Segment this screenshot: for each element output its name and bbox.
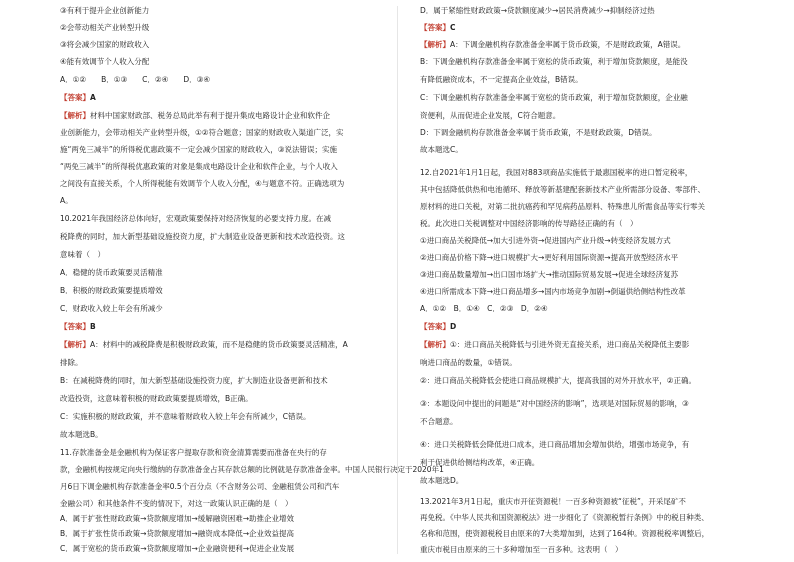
text-line bbox=[60, 412, 310, 421]
text-line bbox=[420, 417, 458, 426]
line-text: 意味着（ ） bbox=[60, 250, 105, 259]
section-tag: 【解析】 bbox=[420, 340, 450, 349]
line-text: B．积极的财政政策要提质增效 bbox=[60, 286, 163, 295]
answer-letter: D bbox=[450, 322, 457, 331]
line-text: 利于促进供给侧结构改革，④正确。 bbox=[420, 458, 540, 467]
line-text: A．①② B．①④ C．②③ D．②④ bbox=[420, 304, 548, 313]
line-text: A．①② B．①③ C．②④ D．③④ bbox=[60, 75, 211, 84]
text-line bbox=[420, 458, 539, 467]
text-line bbox=[420, 358, 517, 367]
answer-letter: C bbox=[450, 23, 456, 32]
line-text: ②会带动相关产业转型升级 bbox=[60, 23, 150, 32]
text-line bbox=[420, 128, 657, 137]
line-text: 材料中国家财政部、税务总局此举有利于提升集成电路设计企业和软件企 bbox=[90, 111, 330, 120]
text-line bbox=[60, 145, 337, 154]
line-text: 资便利，从而促进企业发展，C符合题意。 bbox=[420, 111, 561, 120]
line-text: 故本题选D。 bbox=[420, 476, 464, 485]
text-line bbox=[420, 270, 678, 279]
text-line bbox=[420, 111, 560, 120]
answer-letter: A bbox=[90, 93, 96, 102]
text-line bbox=[420, 497, 686, 506]
text-line bbox=[60, 111, 330, 120]
text-line bbox=[420, 6, 655, 15]
line-text: 款，金融机构按规定向央行缴纳的存款准备金占其存款总额的比例就是存款准备金率。中国人民银行决定于2020年1 bbox=[60, 465, 444, 474]
line-text: 原材料的进口关税，对第二批抗癌药和罕见病药品原料、特殊患儿所需食品等实行零关 bbox=[420, 202, 705, 211]
line-text: 有降低融资成本，不一定提高企业效益，B错误。 bbox=[420, 75, 583, 84]
line-text: 故本题选B。 bbox=[60, 430, 103, 439]
line-text: 改造投资，这意味着积极的财政政策要提质增效，B正确。 bbox=[60, 394, 253, 403]
text-line bbox=[420, 202, 705, 211]
text-line bbox=[420, 185, 705, 194]
section-tag: 【答案】 bbox=[60, 322, 90, 331]
text-line bbox=[60, 544, 294, 553]
text-line bbox=[420, 23, 456, 32]
line-text: C：实施积极的财政政策，并不意味着财政收入较上年会有所减少，C错误。 bbox=[60, 412, 311, 421]
text-line bbox=[420, 304, 548, 313]
line-text: 12.自2021年1月1日起，我国对883项商品实施低于最惠国税率的进口暂定税率， bbox=[420, 168, 693, 177]
text-line bbox=[420, 399, 689, 408]
section-tag: 【解析】 bbox=[420, 40, 450, 49]
line-text: 税。此次进口关税调整对中国经济影响的传导路径正确的有（ ） bbox=[420, 219, 638, 228]
text-line bbox=[420, 529, 709, 538]
line-text: B：在减税降费的同时，加大新型基础设施投资力度，扩大制造业设备更新和技术 bbox=[60, 376, 328, 385]
line-text: C．财政收入较上年会有所减少 bbox=[60, 304, 163, 313]
line-text: ④能有效调节个人收入分配 bbox=[60, 57, 150, 66]
text-line bbox=[60, 179, 344, 188]
text-line bbox=[420, 145, 463, 154]
line-text: A。 bbox=[60, 196, 73, 205]
text-line bbox=[60, 268, 163, 277]
answer-letter: B bbox=[90, 322, 96, 331]
text-line bbox=[60, 75, 210, 84]
line-text: ①：进口商品关税降低与引进外资无直接关系，进口商品关税降低主要影 bbox=[450, 340, 690, 349]
line-text: 名称和范围，使资源税税目由原来的7大类增加到，达到了164种。资源税税率调整后， bbox=[420, 529, 710, 538]
line-text: ③：本题设问中提出的问题是“对中国经济的影响”，选项是对国际贸易的影响，③ bbox=[420, 399, 689, 408]
section-tag: 【答案】 bbox=[60, 93, 90, 102]
section-tag: 【答案】 bbox=[420, 23, 450, 32]
line-text: 排除。 bbox=[60, 358, 83, 367]
line-text: 重庆市税目由原来的三十多种增加至一百多种。这表明（ ） bbox=[420, 545, 623, 554]
text-line bbox=[60, 93, 96, 102]
text-line bbox=[60, 322, 96, 331]
line-text: D．属于紧缩性财政政策→贷款额度减少→居民消费减少→抑制经济过热 bbox=[420, 6, 655, 15]
text-line bbox=[420, 57, 688, 66]
text-line bbox=[60, 465, 444, 474]
text-line bbox=[60, 499, 293, 508]
section-tag: 【解析】 bbox=[60, 111, 90, 120]
text-line bbox=[420, 75, 583, 84]
line-text: 13.2021年3月1日起，重庆市开征资源税！一百多种资源被“征税”，开采尾矿不 bbox=[420, 497, 686, 506]
text-line bbox=[60, 128, 343, 137]
text-line bbox=[60, 394, 253, 403]
line-text: A：下调金融机构存款准备金率属于货币政策，不是财政政策，A错误。 bbox=[450, 40, 686, 49]
text-line bbox=[420, 440, 689, 449]
text-line bbox=[420, 322, 456, 331]
text-line bbox=[60, 358, 83, 367]
text-line bbox=[420, 545, 623, 554]
text-line bbox=[420, 513, 709, 522]
line-text: ④进口所需成本下降→进口商品增多→国内市场竞争加剧→倒逼供给侧结构性改革 bbox=[420, 287, 686, 296]
line-text: A．稳健的货币政策要灵活精准 bbox=[60, 268, 163, 277]
line-text: A．属于扩张性财政政策→贷款额度增加→缓解融资困难→助推企业增效 bbox=[60, 514, 294, 523]
section-tag: 【解析】 bbox=[60, 340, 90, 349]
line-text: 金融公司）和其他条件不变的情况下，对这一政策认识正确的是（ ） bbox=[60, 499, 293, 508]
line-text: 响进口商品的数量，①错误。 bbox=[420, 358, 517, 367]
text-line bbox=[60, 514, 294, 523]
text-line bbox=[420, 40, 685, 49]
line-text: C：下调金融机构存款准备金率属于宽松的货币政策，利于增加贷款额度，企业融 bbox=[420, 93, 688, 102]
text-line bbox=[60, 448, 327, 457]
line-text: ③有利于提升企业创新能力 bbox=[60, 6, 150, 15]
line-text: 故本题选C。 bbox=[420, 145, 463, 154]
text-line bbox=[60, 286, 163, 295]
text-line bbox=[420, 93, 688, 102]
text-line bbox=[420, 476, 463, 485]
line-text: D：下调金融机构存款准备金率属于货币政策，不是财政政策，D错误。 bbox=[420, 128, 657, 137]
line-text: 不合题意。 bbox=[420, 417, 458, 426]
text-line bbox=[60, 40, 149, 49]
line-text: 其中包括降低供热和电池循环、释放等新基建配套新技术产业所需部分设备、零部件、 bbox=[420, 185, 705, 194]
line-text: C．属于宽松的货币政策→贷款额度增加→企业融资便利→促进企业发展 bbox=[60, 544, 295, 553]
line-text: “两免三减半”的所得税优惠政策的对象是集成电路设计企业和软件企业，与个人收入 bbox=[60, 162, 338, 171]
text-line bbox=[420, 168, 692, 177]
line-text: 再免税。《中华人民共和国资源税法》进一步细化了《资源税暂行条例》中的税目种类、 bbox=[420, 513, 709, 522]
line-text: ②：进口商品关税降低会使进口商品规模扩大，提高我国的对外开放水平，②正确。 bbox=[420, 376, 696, 385]
text-line bbox=[60, 6, 149, 15]
text-line bbox=[60, 250, 105, 259]
text-line bbox=[60, 340, 348, 349]
text-line bbox=[60, 232, 345, 241]
text-line bbox=[60, 304, 163, 313]
line-text: ③将会减少国家的财政收入 bbox=[60, 40, 150, 49]
line-text: ④：进口关税降低会降低进口成本，进口商品增加会增加供给，增强市场竞争，有 bbox=[420, 440, 690, 449]
text-line bbox=[60, 196, 73, 205]
text-line bbox=[420, 287, 686, 296]
text-line bbox=[420, 376, 696, 385]
line-text: 11.存款准备金是金融机构为保证客户提取存款和资金清算需要而准备在央行的存 bbox=[60, 448, 327, 457]
text-line bbox=[60, 57, 149, 66]
text-line bbox=[60, 529, 294, 538]
line-text: 10.2021年我国经济总体向好，宏观政策要保持对经济恢复的必要支持力度。在减 bbox=[60, 214, 332, 223]
text-line bbox=[60, 376, 328, 385]
line-text: A：材料中的减税降费是积极财政政策，而不是稳健的货币政策要灵活精准，A bbox=[90, 340, 348, 349]
line-text: B．属于扩张性货币政策→贷款额度增加→融资成本降低→企业效益提高 bbox=[60, 529, 294, 538]
line-text: 业创新能力，会带动相关产业转型升级，①②符合题意；国家的财政收入渠道广泛，实 bbox=[60, 128, 344, 137]
line-text: 施“两免三减半”的所得税优惠政策不一定会减少国家的财政收入，③说法错误；实施 bbox=[60, 145, 337, 154]
text-line bbox=[420, 253, 678, 262]
section-tag: 【答案】 bbox=[420, 322, 450, 331]
text-line bbox=[60, 162, 338, 171]
text-line bbox=[420, 236, 671, 245]
line-text: ③进口商品数量增加→出口国市场扩大→推动国际贸易发展→促进全球经济复苏 bbox=[420, 270, 679, 279]
text-line bbox=[60, 482, 339, 491]
text-line bbox=[60, 214, 331, 223]
text-line bbox=[420, 340, 689, 349]
line-text: 税降费的同时，加大新型基础设施投资力度，扩大制造业设备更新和技术改造投资。这 bbox=[60, 232, 345, 241]
line-text: ②进口商品价格下降→进口规模扩大→更好利用国际资源→提高开放型经济水平 bbox=[420, 253, 679, 262]
line-text: ①进口商品关税降低→加大引进外资→促进国内产业升级→转变经济发展方式 bbox=[420, 236, 671, 245]
text-line bbox=[60, 23, 149, 32]
text-line bbox=[420, 219, 638, 228]
line-text: B：下调金融机构存款准备金率属于宽松的货币政策，利于增加贷款额度，是能没 bbox=[420, 57, 688, 66]
text-line bbox=[60, 430, 103, 439]
line-text: 之间没有直接关系，个人所得税能有效调节个人收入分配，④与题意不符。正确选项为 bbox=[60, 179, 345, 188]
line-text: 月6日下调金融机构存款准备金率0.5个百分点（不含财务公司、金融租赁公司和汽车 bbox=[60, 482, 340, 491]
